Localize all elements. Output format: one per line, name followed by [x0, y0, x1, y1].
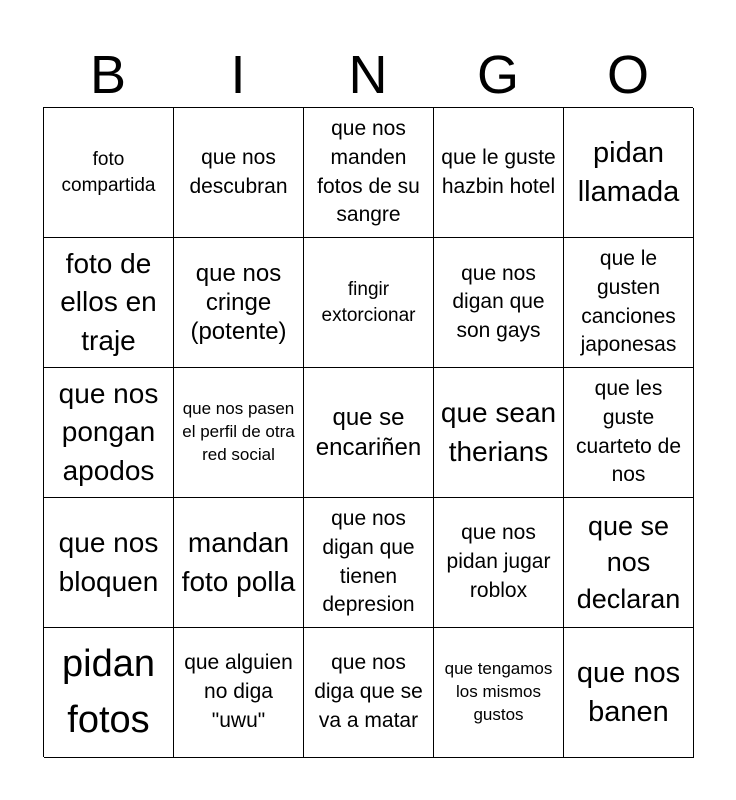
- bingo-cell[interactable]: [304, 628, 434, 758]
- cell-text: mandan foto polla: [181, 526, 296, 597]
- bingo-cell[interactable]: [174, 368, 304, 498]
- bingo-cell[interactable]: [434, 238, 564, 368]
- cell-text: que nos bloquen: [58, 526, 159, 597]
- cell-text: que le guste hazbin hotel: [441, 145, 556, 198]
- bingo-grid: [43, 107, 693, 757]
- bingo-cell[interactable]: [44, 628, 174, 758]
- header-letter-i: I: [230, 45, 246, 105]
- bingo-cell[interactable]: [174, 498, 304, 628]
- cell-text: que nos digan que son gays: [452, 261, 545, 342]
- cell-text: foto de ellos en traje: [60, 247, 157, 356]
- cell-text: que nos cringe (potente): [190, 259, 287, 346]
- cell-text: que nos diga que se va a matar: [314, 651, 423, 732]
- cell-text: que nos digan que tienen depresion: [322, 506, 415, 617]
- cell-text: que nos manden fotos de su sangre: [317, 116, 420, 227]
- cell-text: que les guste cuarteto de nos: [575, 376, 682, 487]
- bingo-header: [43, 44, 693, 106]
- cell-text: que nos pongan apodos: [58, 377, 159, 486]
- bingo-cell[interactable]: [304, 108, 434, 238]
- bingo-cell[interactable]: [174, 628, 304, 758]
- cell-text: que se nos declaran: [576, 510, 681, 614]
- cell-text: fingir extorcionar: [321, 278, 416, 326]
- bingo-cell[interactable]: [304, 368, 434, 498]
- bingo-cell[interactable]: [564, 238, 694, 368]
- cell-text: que le gusten canciones japonesas: [580, 246, 677, 357]
- bingo-cell[interactable]: [44, 238, 174, 368]
- bingo-cell[interactable]: [434, 498, 564, 628]
- bingo-cell[interactable]: [174, 108, 304, 238]
- bingo-cell[interactable]: [564, 368, 694, 498]
- cell-text: que nos descubran: [189, 145, 288, 198]
- header-letter-g: G: [476, 45, 519, 105]
- bingo-cell[interactable]: [44, 498, 174, 628]
- cell-text: que nos pidan jugar roblox: [446, 521, 551, 602]
- bingo-cell[interactable]: [44, 108, 174, 238]
- header-letter-o: O: [606, 45, 649, 105]
- cell-text: que se encariñen: [315, 404, 422, 461]
- cell-text: que nos banen: [576, 656, 681, 728]
- cell-text: que alguien no diga "uwu": [184, 651, 293, 732]
- bingo-cell[interactable]: [174, 238, 304, 368]
- bingo-cell[interactable]: [564, 628, 694, 758]
- cell-text: pidan llamada: [577, 136, 680, 208]
- bingo-cell[interactable]: [434, 368, 564, 498]
- header-letter-b: B: [89, 45, 127, 105]
- bingo-cell[interactable]: [44, 368, 174, 498]
- bingo-cell[interactable]: [434, 108, 564, 238]
- cell-text: que sean therians: [440, 396, 557, 467]
- header-letter-n: N: [348, 45, 388, 105]
- cell-text: pidan fotos: [62, 643, 155, 741]
- cell-text: que tengamos los mismos gustos: [444, 659, 553, 724]
- bingo-cell[interactable]: [564, 108, 694, 238]
- cell-text: foto compartida: [61, 148, 156, 196]
- bingo-cell[interactable]: [304, 498, 434, 628]
- cell-text: que nos pasen el perfil de otra red social: [182, 399, 295, 464]
- bingo-cell[interactable]: [304, 238, 434, 368]
- bingo-cell[interactable]: [564, 498, 694, 628]
- bingo-cell[interactable]: [434, 628, 564, 758]
